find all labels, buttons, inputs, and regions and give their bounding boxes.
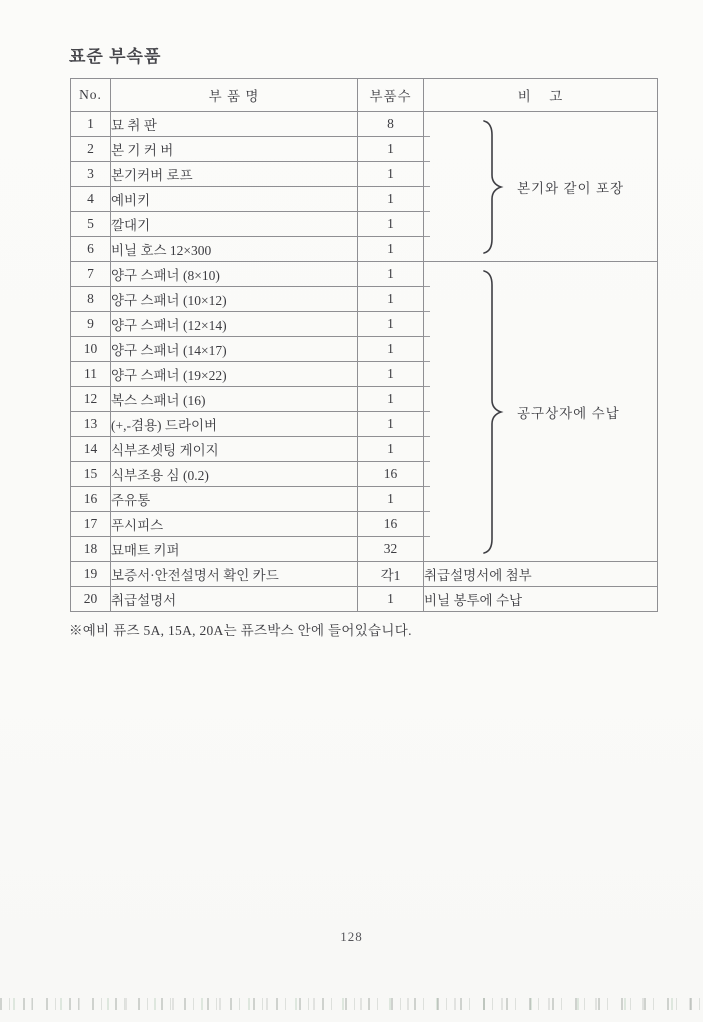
cell-name: 본기커버 로프 [111,162,358,187]
cell-name: 식부조용 심 (0.2) [111,462,358,487]
cell-qty: 1 [358,362,424,387]
cell-name: 양구 스패너 (10×12) [111,287,358,312]
remark-group-label: 본기와 같이 포장 [517,180,625,196]
cell-name: 식부조셋팅 게이지 [111,437,358,462]
cell-no: 12 [71,387,111,412]
cell-no: 14 [71,437,111,462]
table-header-row [71,79,658,112]
cell-qty: 1 [358,137,424,162]
cell-no: 18 [71,537,111,562]
cell-name: 푸시피스 [111,512,358,537]
cell-name: 묘 취 판 [111,112,358,137]
remark-group-cell [424,262,658,562]
cell-qty: 1 [358,162,424,187]
cell-no: 1 [71,112,111,137]
cell-no: 19 [71,562,111,587]
cell-name: 양구 스패너 (8×10) [111,262,358,287]
cell-qty: 1 [358,337,424,362]
footnote: ※예비 퓨즈 5A, 15A, 20A는 퓨즈박스 안에 들어있습니다. [69,623,412,638]
cell-no: 10 [71,337,111,362]
remark-group-inner [424,114,657,260]
cell-no: 20 [71,587,111,612]
table-row [71,112,658,137]
cell-qty: 1 [358,237,424,262]
cell-name: 본 기 커 버 [111,137,358,162]
curly-brace-icon [480,268,504,556]
cell-qty: 1 [358,212,424,237]
cell-no: 16 [71,487,111,512]
cell-no: 9 [71,312,111,337]
cell-no: 8 [71,287,111,312]
accessories-table [70,78,658,612]
cell-name: 예비키 [111,187,358,212]
page-title: 표준 부속품 [69,47,162,66]
cell-no: 2 [71,137,111,162]
cell-name: 복스 스패너 (16) [111,387,358,412]
header-remarks: 비 고 [424,79,658,112]
cell-name: 보증서·안전설명서 확인 카드 [111,562,358,587]
cell-name: 깔대기 [111,212,358,237]
curly-brace-icon [480,118,504,256]
cell-no: 3 [71,162,111,187]
cell-qty: 1 [358,587,424,612]
cell-name: 양구 스패너 (12×14) [111,312,358,337]
cell-qty: 1 [358,487,424,512]
table-row [71,587,658,612]
cell-name: (+,-겸용) 드라이버 [111,412,358,437]
cell-name: 묘매트 키퍼 [111,537,358,562]
cell-no: 15 [71,462,111,487]
cell-qty: 1 [358,387,424,412]
header-no: No. [71,79,111,112]
cell-no: 11 [71,362,111,387]
cell-remark: 비닐 봉투에 수납 [424,587,658,612]
cell-qty: 1 [358,287,424,312]
scan-noise-band [0,998,703,1010]
cell-qty: 1 [358,262,424,287]
cell-name: 양구 스패너 (19×22) [111,362,358,387]
cell-name: 취급설명서 [111,587,358,612]
page-number: 128 [340,929,363,944]
cell-name: 양구 스패너 (14×17) [111,337,358,362]
table-body [71,112,658,612]
cell-remark: 취급설명서에 첨부 [424,562,658,587]
cell-qty: 32 [358,537,424,562]
header-qty: 부품수 [358,79,424,112]
cell-name: 주유통 [111,487,358,512]
cell-qty: 1 [358,412,424,437]
cell-qty: 16 [358,512,424,537]
header-part-name: 부 품 명 [111,79,358,112]
cell-no: 5 [71,212,111,237]
remark-group-cell [424,112,658,262]
cell-no: 7 [71,262,111,287]
table-row [71,262,658,287]
remark-group-label: 공구상자에 수납 [517,405,620,421]
cell-name: 비닐 호스 12×300 [111,237,358,262]
cell-no: 6 [71,237,111,262]
cell-qty: 1 [358,187,424,212]
cell-qty: 각1 [358,562,424,587]
remark-group-inner [424,264,657,560]
cell-no: 13 [71,412,111,437]
cell-qty: 1 [358,437,424,462]
cell-qty: 8 [358,112,424,137]
table-row [71,562,658,587]
cell-no: 17 [71,512,111,537]
cell-no: 4 [71,187,111,212]
cell-qty: 1 [358,312,424,337]
cell-qty: 16 [358,462,424,487]
